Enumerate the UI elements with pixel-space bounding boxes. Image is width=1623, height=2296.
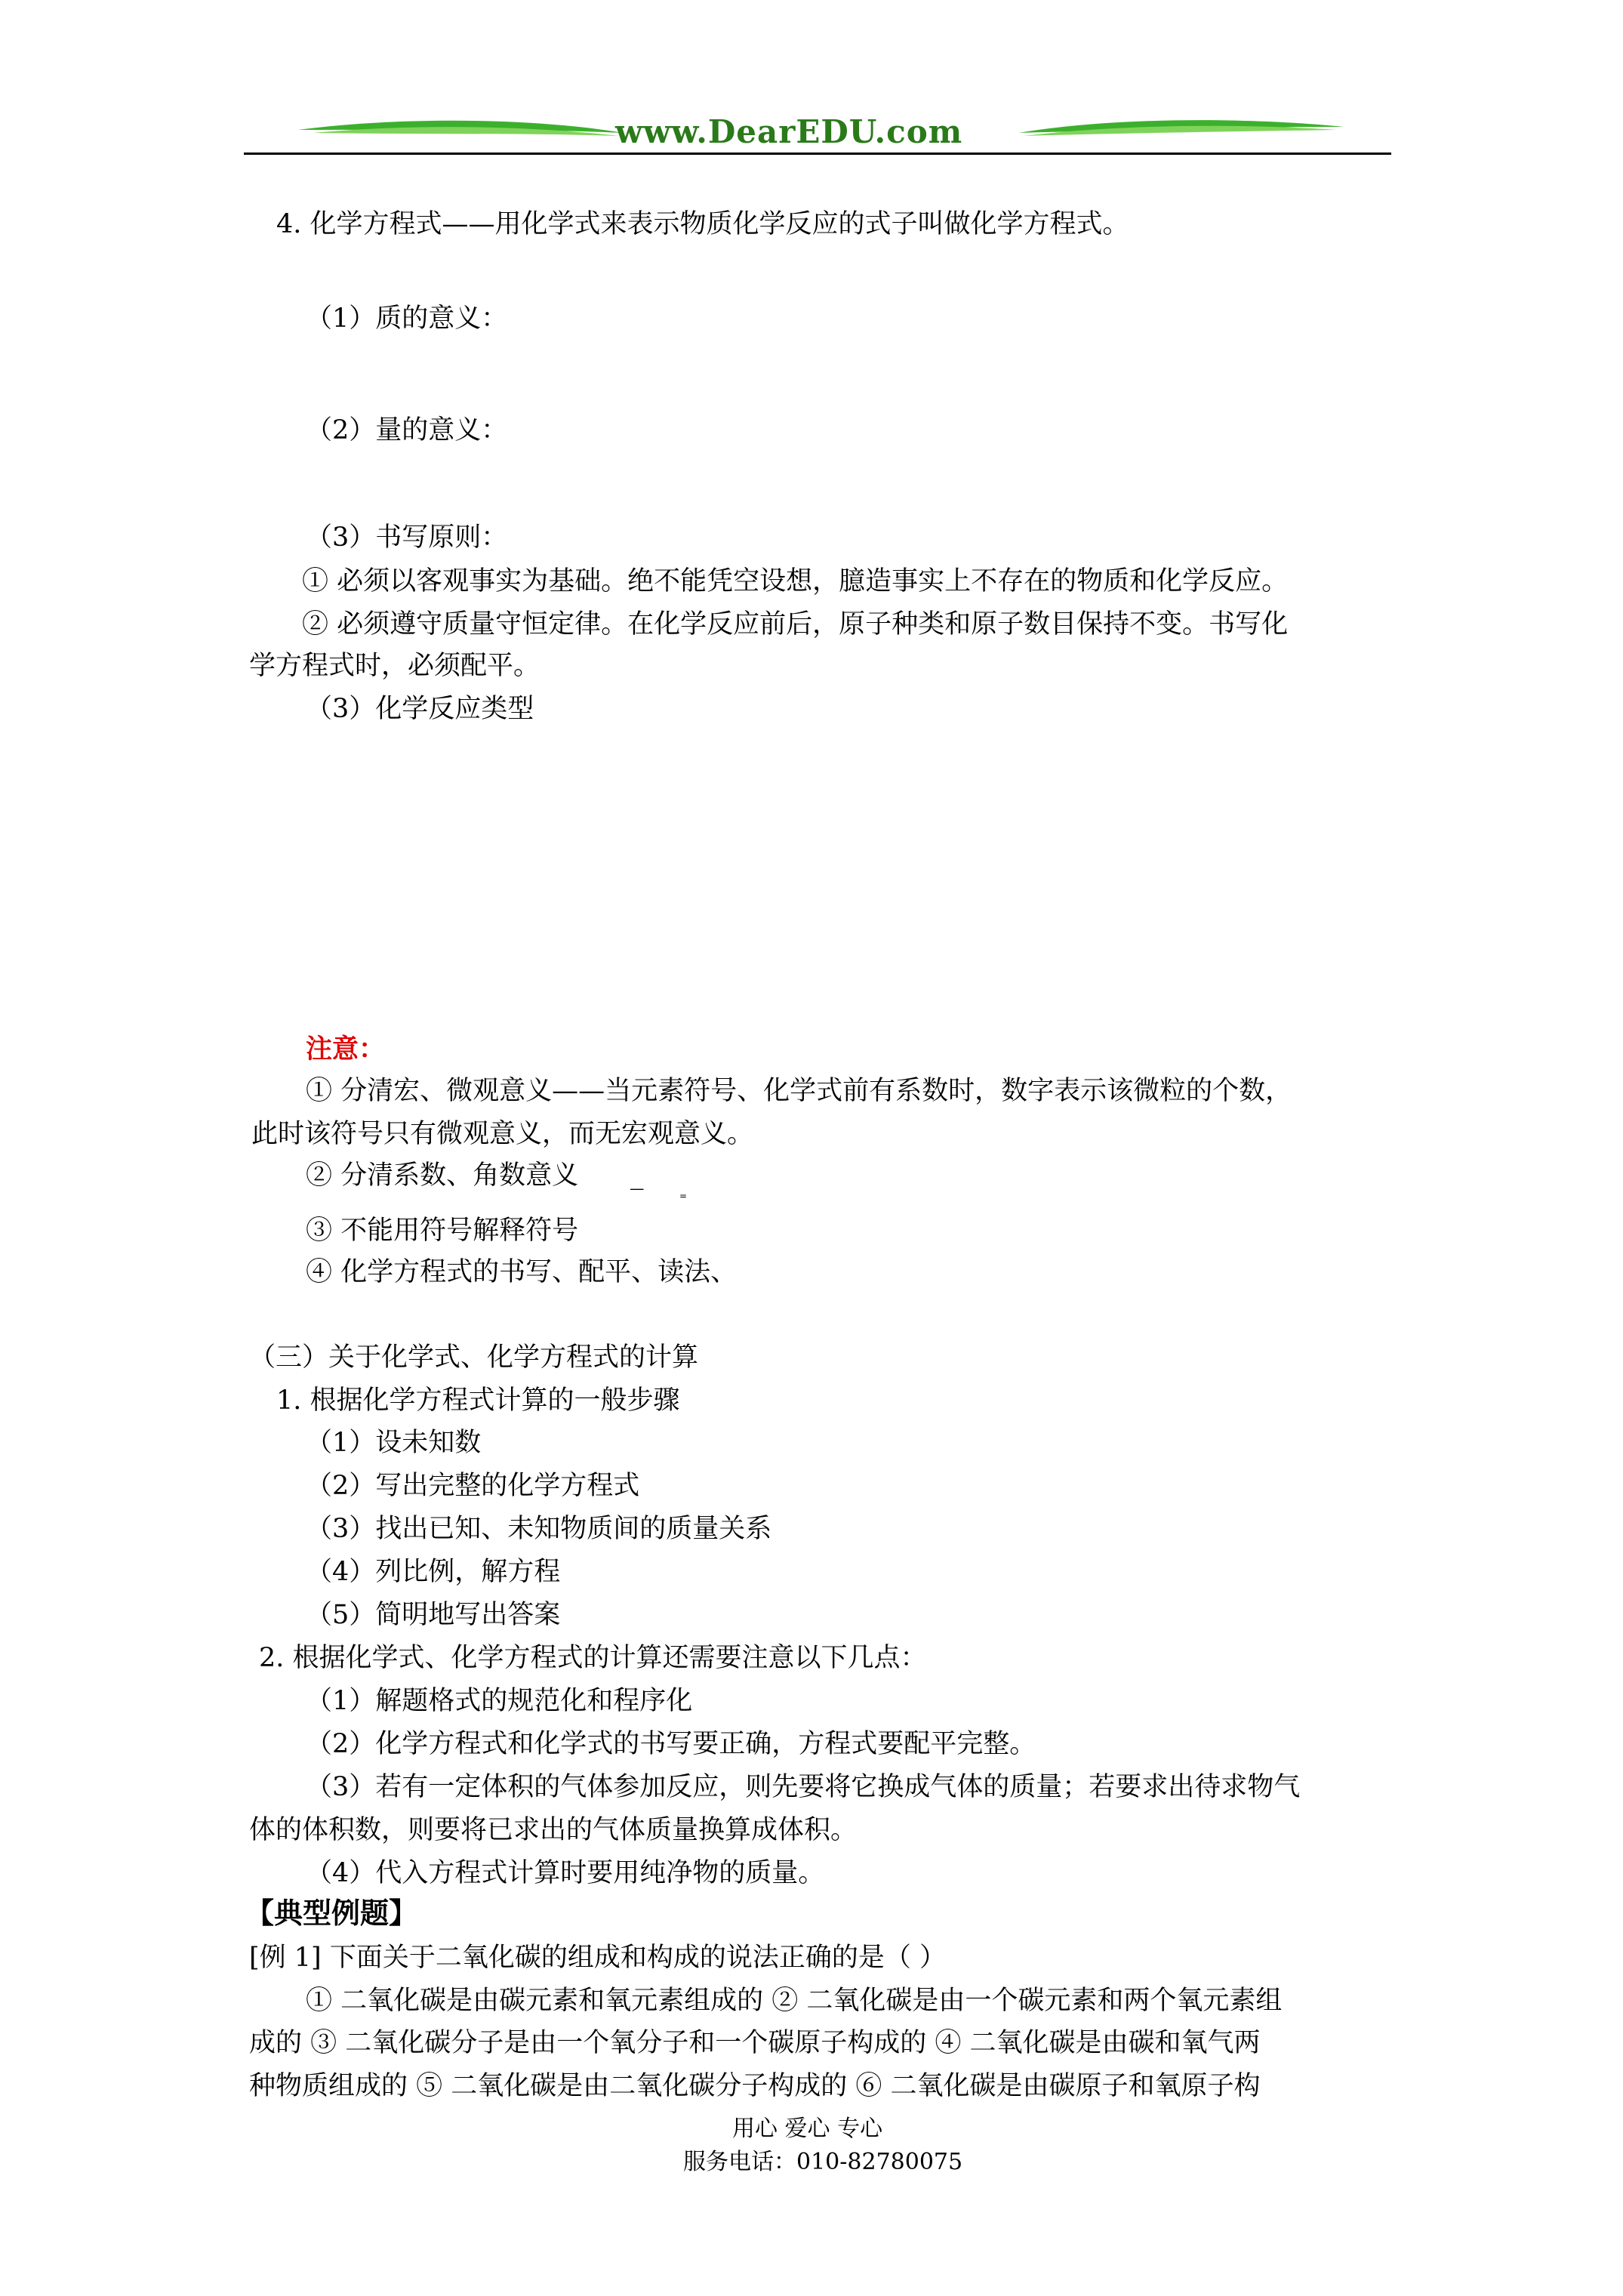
section-3-title: （三）关于化学式、化学方程式的计算 [249, 1342, 699, 1373]
example-1-line1: ① 二氧化碳是由碳元素和氧元素组成的 ② 二氧化碳是由一个碳元素和两个氧元素组 [306, 1986, 1283, 2016]
note-2-tiny-mark: = [679, 1191, 688, 1201]
header-rule [244, 153, 1391, 155]
site-logo-text: www.DearEDU.com [615, 113, 963, 150]
calc-1-step-3: （3）找出已知、未知物质间的质量关系 [306, 1514, 772, 1544]
calc-2-point-4: （4）代入方程式计算时要用纯净物的质量。 [306, 1858, 825, 1888]
note-title: 注意： [306, 1034, 386, 1065]
calc-1-step-4: （4）列比例，解方程 [306, 1557, 561, 1587]
calc-2-title: 2. 根据化学式、化学方程式的计算还需要注意以下几点： [259, 1643, 927, 1673]
note-1-line2: 此时该符号只有微观意义，而无宏观意义。 [251, 1119, 754, 1149]
principle-1: ① 必须以客观事实为基础。绝不能凭空设想，臆造事实上不存在的物质和化学反应。 [302, 566, 1289, 596]
calc-2-point-2: （2）化学方程式和化学式的书写要正确，方程式要配平完整。 [306, 1729, 1036, 1759]
examples-title: 【典型例题】 [245, 1896, 418, 1930]
calc-2-point-3-line2: 体的体积数，则要将已求出的气体质量换算成体积。 [249, 1815, 858, 1845]
calc-1-step-2: （2）写出完整的化学方程式 [306, 1471, 640, 1501]
calc-1-step-5: （5）简明地写出答案 [306, 1600, 561, 1630]
note-4: ④ 化学方程式的书写、配平、读法、 [306, 1257, 738, 1287]
footer-slogan: 用心 爱心 专心 [732, 2116, 883, 2142]
header-swoosh-left-icon [298, 113, 623, 151]
calc-2-point-1: （1）解题格式的规范化和程序化 [306, 1686, 693, 1716]
example-1-title: [例 1] 下面关于二氧化碳的组成和构成的说法正确的是（ ） [249, 1943, 946, 1973]
note-2: ② 分清系数、角数意义 [306, 1160, 579, 1191]
principle-2-line1: ② 必须遵守质量守恒定律。在化学反应前后，原子种类和原子数目保持不变。书写化 [302, 609, 1289, 639]
note-3: ③ 不能用符号解释符号 [306, 1216, 579, 1246]
writing-principles: （3）书写原则： [306, 522, 508, 553]
calc-1-title: 1. 根据化学方程式计算的一般步骤 [276, 1385, 680, 1416]
footer-phone: 服务电话：010-82780075 [683, 2149, 963, 2175]
quantity-meaning: （2）量的意义： [306, 415, 508, 445]
example-1-line3: 种物质组成的 ⑤ 二氧化碳是由二氧化碳分子构成的 ⑥ 二氧化碳是由碳原子和氧原子构 [249, 2071, 1261, 2101]
principle-2-line2: 学方程式时，必须配平。 [249, 651, 540, 681]
section-4-title: 4. 化学方程式——用化学式来表示物质化学反应的式子叫做化学方程式。 [276, 209, 1129, 239]
note-1-line1: ① 分清宏、微观意义——当元素符号、化学式前有系数时，数字表示该微粒的个数， [306, 1076, 1292, 1106]
quality-meaning: （1）质的意义： [306, 304, 508, 334]
example-1-line2: 成的 ③ 二氧化碳分子是由一个氧分子和一个碳原子构成的 ④ 二氧化碳是由碳和氧气两 [249, 2028, 1261, 2058]
note-2-mark: _ [630, 1160, 644, 1191]
calc-1-step-1: （1）设未知数 [306, 1428, 482, 1458]
header-swoosh-right-icon [1019, 113, 1344, 151]
reaction-types: （3）化学反应类型 [306, 694, 534, 724]
calc-2-point-3-line1: （3）若有一定体积的气体参加反应，则先要将它换成气体的质量；若要求出待求物气 [306, 1772, 1301, 1802]
